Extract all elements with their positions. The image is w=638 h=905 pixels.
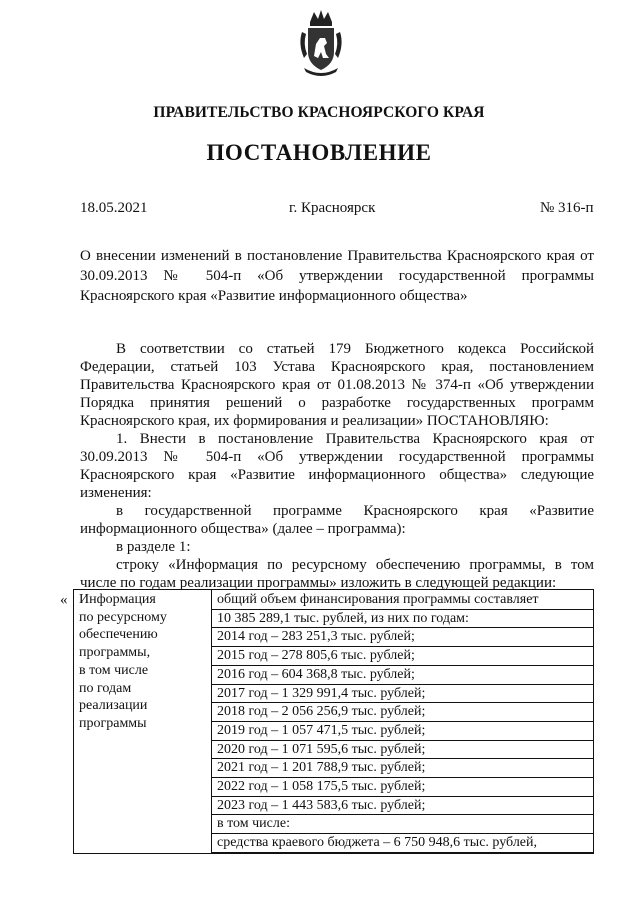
value-line: 2022 год – 1 058 175,5 тыс. рублей; bbox=[212, 778, 593, 797]
body-paragraph: строку «Информация по ресурсному обеспечению программы, в том числе по годам реализации программы» изложить в следующей редакции: bbox=[80, 557, 594, 591]
document-date: 18.05.2021 bbox=[80, 200, 148, 216]
label-line: по ресурсному bbox=[79, 609, 167, 625]
label-line: в том числе bbox=[79, 662, 149, 678]
label-line: Информация bbox=[79, 592, 156, 607]
document-number: № 316-п bbox=[540, 200, 594, 216]
value-line: в том числе: bbox=[212, 815, 593, 834]
value-line: 2016 год – 604 368,8 тыс. рублей; bbox=[212, 666, 593, 685]
table-cell-value bbox=[212, 590, 594, 854]
value-line: средства краевого бюджета – 6 750 948,6 тыс. рублей, bbox=[212, 834, 593, 853]
krasnoyarsk-coat-of-arms-icon bbox=[296, 8, 346, 78]
value-line: 2019 год – 1 057 471,5 тыс. рублей; bbox=[212, 722, 593, 741]
opening-quote: « bbox=[60, 592, 68, 608]
label-line: обеспечению bbox=[79, 627, 158, 643]
document-type-title: ПОСТАНОВЛЕНИЕ bbox=[206, 140, 432, 165]
value-line: 2021 год – 1 201 788,9 тыс. рублей; bbox=[212, 759, 593, 778]
label-line: по годам bbox=[79, 680, 132, 696]
body-paragraph: в государственной программе Красноярского края «Развитие информационного общества» (далее – программа): bbox=[80, 503, 594, 537]
label-line: реализации bbox=[79, 698, 148, 714]
value-line: общий объем финансирования программы составляет bbox=[212, 591, 593, 610]
table-cell-label bbox=[74, 590, 212, 854]
body-paragraph: в разделе 1: bbox=[116, 539, 191, 555]
document-body bbox=[80, 340, 594, 592]
body-paragraph: В соответствии со статьей 179 Бюджетного кодекса Российской Федерации, статьей 103 Устава Красноярского края, постановлением Правительства Красноярского края от 01.08.2013 № 374-п «Об утверждении Порядка принятия решений о разработке государственных программ Красноярского края, их формирования и реализации» ПОСТАНОВЛЯЮ: bbox=[80, 341, 594, 429]
value-line: 2023 год – 1 443 583,6 тыс. рублей; bbox=[212, 797, 593, 816]
value-line: 2015 год – 278 805,6 тыс. рублей; bbox=[212, 647, 593, 666]
body-paragraph: 1. Внести в постановление Правительства Красноярского края от 30.09.2013 № 504-п «Об утверждении государственной программы Красноярского края «Развитие информационного общества» следующие изменения: bbox=[80, 431, 594, 501]
table-row bbox=[74, 590, 594, 854]
value-line: 2020 год – 1 071 595,6 тыс. рублей; bbox=[212, 741, 593, 760]
document-city: г. Красноярск bbox=[289, 200, 376, 216]
value-line: 2018 год – 2 056 256,9 тыс. рублей; bbox=[212, 703, 593, 722]
value-line: 10 385 289,1 тыс. рублей, из них по годам: bbox=[212, 610, 593, 629]
value-line: 2014 год – 283 251,3 тыс. рублей; bbox=[212, 628, 593, 647]
document-subject: О внесении изменений в постановление Правительства Красноярского края от 30.09.2013 № 504-п «Об утверждении государственной программы Красноярского края «Развитие информационного общества» bbox=[80, 248, 594, 304]
organization-title: ПРАВИТЕЛЬСТВО КРАСНОЯРСКОГО КРАЯ bbox=[153, 104, 485, 121]
label-line: программы, bbox=[79, 645, 151, 661]
label-line: программы bbox=[79, 715, 147, 731]
value-line: 2017 год – 1 329 991,4 тыс. рублей; bbox=[212, 685, 593, 704]
resource-table bbox=[73, 589, 594, 854]
